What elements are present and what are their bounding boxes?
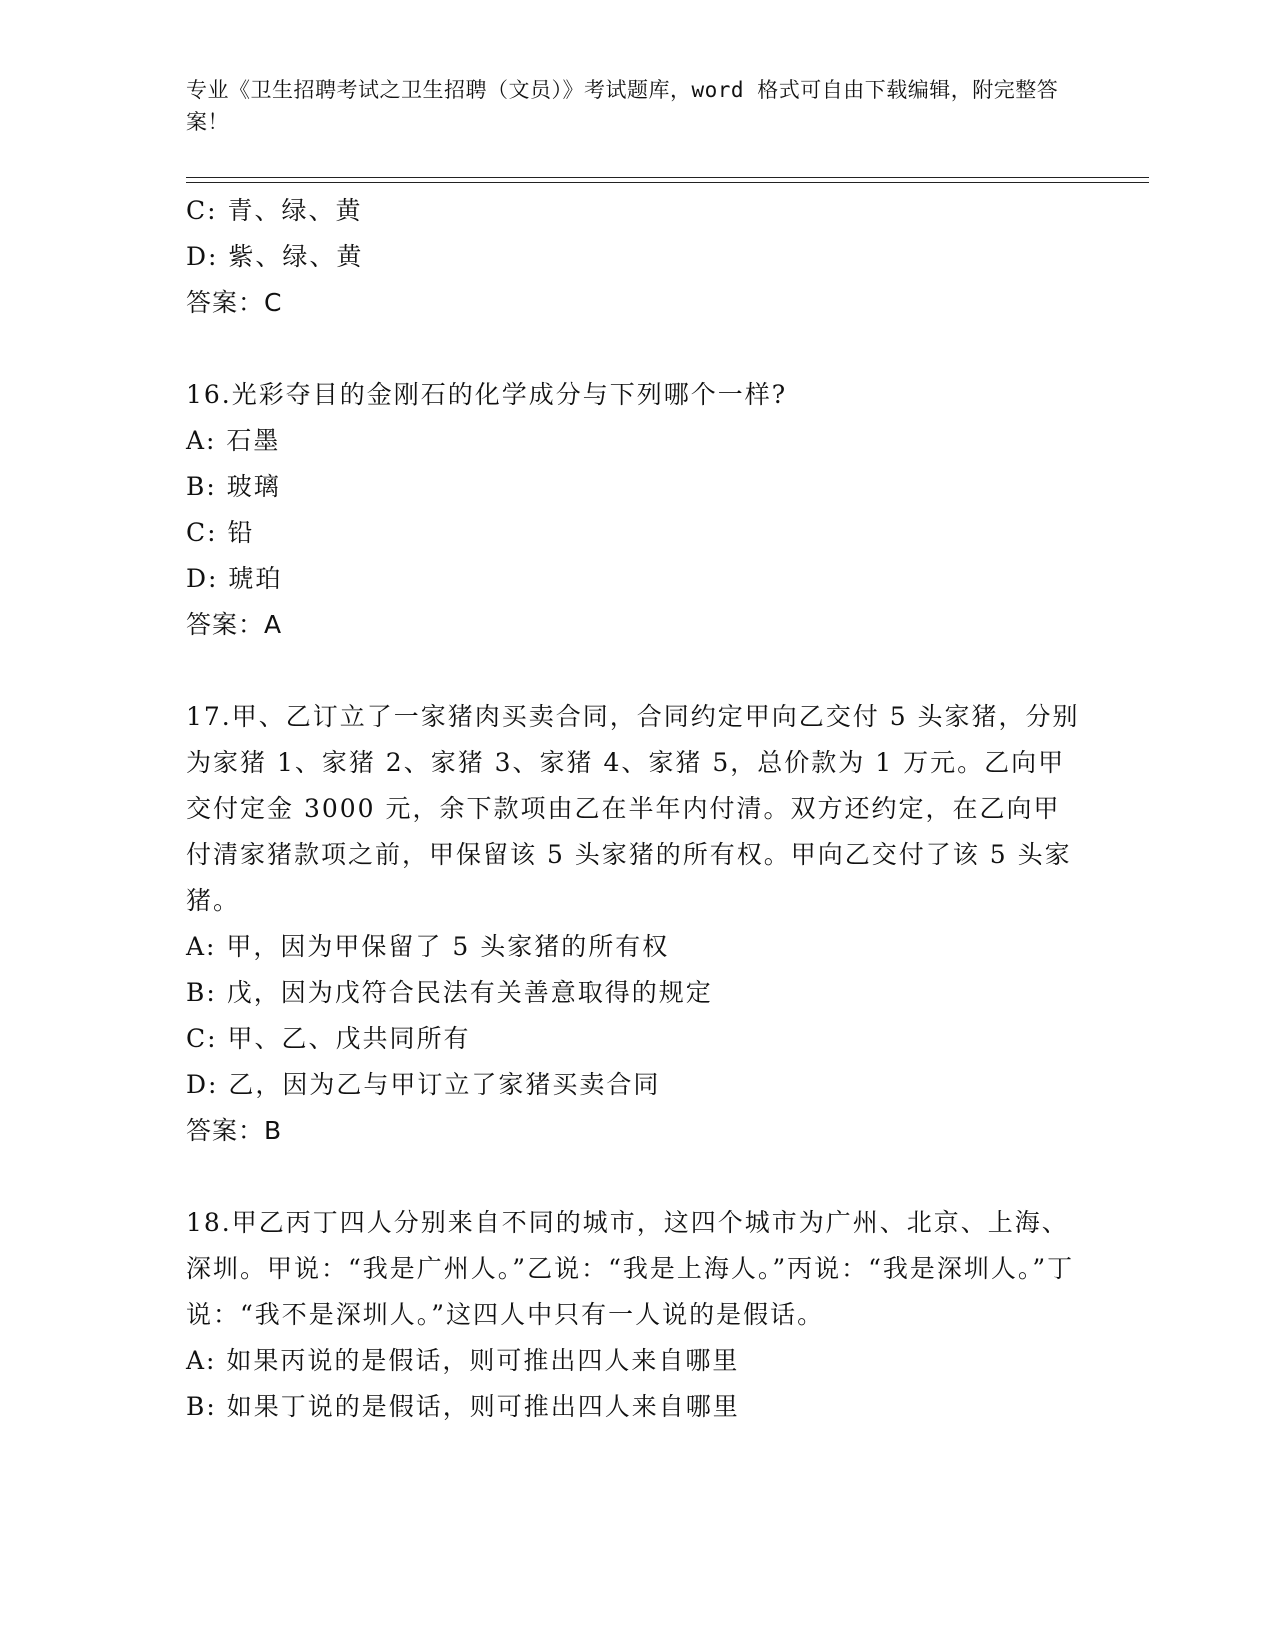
option-b: B: 玻璃 — [186, 472, 281, 501]
header-divider-bottom — [186, 182, 1149, 183]
option-a: A: 如果丙说的是假话，则可推出四人来自哪里 — [186, 1346, 740, 1375]
header-divider-top — [186, 177, 1149, 178]
option-a: A: 甲，因为甲保留了 5 头家猪的所有权 — [186, 932, 670, 961]
option-c: C: 甲、乙、戊共同所有 — [186, 1024, 471, 1053]
document-header: 专业《卫生招聘考试之卫生招聘（文员）》考试题库，word 格式可自由下载编辑，附完整答案！ — [186, 78, 1059, 134]
option-b: B: 如果丁说的是假话，则可推出四人来自哪里 — [186, 1392, 740, 1421]
question-stem-17: 17.甲、乙订立了一家猪肉买卖合同，合同约定甲向乙交付 5 头家猪，分别为家猪 1、家猪 2、家猪 3、家猪 4、家猪 5，总价款为 1 万元。乙向甲交付定金 3000 元，余下款项由乙在半年内付清。双方还约定，在乙向甲付清家猪款项之前，甲保留该 5 头家猪的所有权。甲向乙交付了该 5 头家猪。 — [186, 702, 1080, 915]
option-c: C: 青、绿、黄 — [186, 196, 363, 225]
option-c: C: 铅 — [186, 518, 255, 547]
option-a: A: 石墨 — [186, 426, 281, 455]
option-d: D: 琥珀 — [186, 564, 283, 593]
question-list — [186, 188, 1086, 1430]
question-stem-18: 18.甲乙丙丁四人分别来自不同的城市，这四个城市为广州、北京、上海、深圳。甲说：“我是广州人。”乙说：“我是上海人。”丙说：“我是深圳人。”丁说：“我不是深圳人。”这四人中只有一人说的是假话。 — [186, 1208, 1075, 1329]
answer-line: 答案：A — [186, 610, 283, 639]
answer-line: 答案：C — [186, 288, 283, 317]
question-stem-16: 16.光彩夺目的金刚石的化学成分与下列哪个一样? — [186, 380, 788, 409]
option-d: D: 乙，因为乙与甲订立了家猪买卖合同 — [186, 1070, 661, 1099]
option-d: D: 紫、绿、黄 — [186, 242, 364, 271]
answer-line: 答案：B — [186, 1116, 283, 1145]
option-b: B: 戊，因为戊符合民法有关善意取得的规定 — [186, 978, 713, 1007]
